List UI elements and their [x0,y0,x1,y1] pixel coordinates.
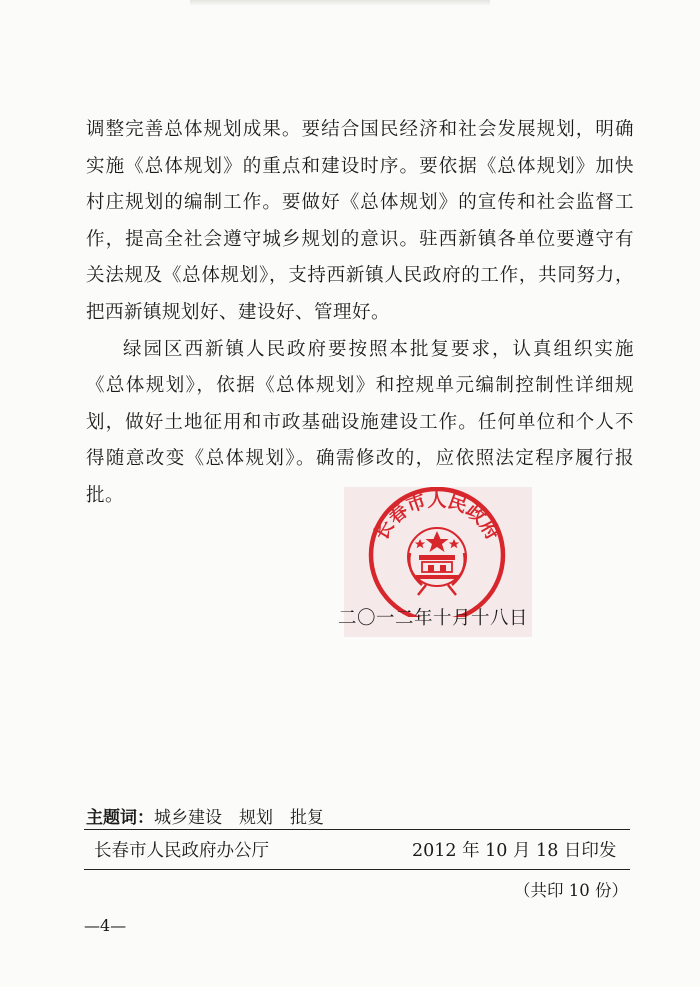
scan-edge [190,0,490,6]
issuing-office: 长春市人民政府办公厅 [94,841,269,861]
body-paragraph-2: 绿园区西新镇人民政府要按照本批复要求，认真组织实施《总体规划》，依据《总体规划》和控规单元编制控制性详细规划，做好土地征用和市政基础设施建设工作。任何单位和个人不得随意改变《总体规划》。确需修改的，应依照法定程序履行报批。 [86,338,634,506]
signature-date: 二〇一二年十月十八日 [338,608,529,629]
body-paragraph-1: 调整完善总体规划成果。要结合国民经济和社会发展规划，明确实施《总体规划》的重点和建设时序。要依据《总体规划》加快村庄规划的编制工作。要做好《总体规划》的宣传和社会监督工作，提高全社会遵守城乡规划的意识。驻西新镇各单位要遵守有关法规及《总体规划》，支持西新镇人民政府的工作，共同努力，把西新镇规划好、建设好、管理好。 [86,119,634,323]
keywords-line [86,803,324,828]
copies-count: （共印 10 份） [514,881,628,900]
document-body [86,112,634,515]
seal-text-path: 长春市人民政府 [370,489,504,544]
national-emblem-icon [408,528,466,595]
divider-top [84,829,630,830]
keywords-value: 城乡建设 规划 批复 [154,808,324,828]
divider-bottom [84,869,630,870]
page-number: —4— [84,916,127,935]
seal-stamp [356,487,518,617]
keywords-label: 主题词： [86,808,154,828]
issue-date: 2012 年 10 月 18 日印发 [412,841,617,861]
